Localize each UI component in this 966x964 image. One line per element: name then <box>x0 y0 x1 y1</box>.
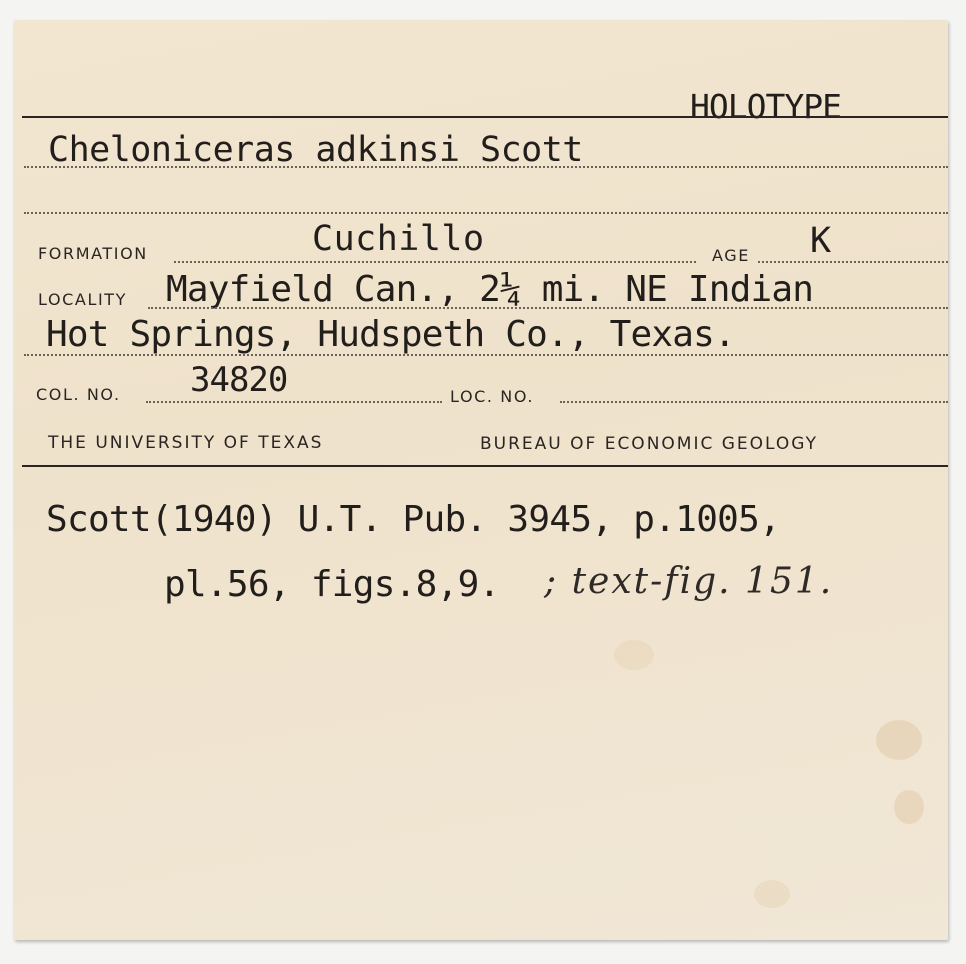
bottom-rule <box>22 465 948 467</box>
formation-dotted-line <box>174 261 696 263</box>
reference-line-2: pl.56, figs.8,9. <box>164 564 500 605</box>
locality-label: LOCALITY <box>38 290 128 309</box>
col-no-dotted-line <box>146 401 442 403</box>
species-name: Cheloniceras adkinsi Scott <box>48 130 583 170</box>
stain-mark <box>754 880 790 908</box>
designation-holotype: HOLOTYPE <box>690 87 841 126</box>
reference-line-1: Scott(1940) U.T. Pub. 3945, p.1005, <box>46 499 781 540</box>
formation-label: FORMATION <box>38 244 148 263</box>
age-value: K <box>810 221 832 261</box>
locality-dotted-line-2 <box>24 354 948 356</box>
age-dotted-line <box>758 261 948 263</box>
species-dotted-line <box>24 166 948 168</box>
locality-dotted-line-1 <box>148 307 948 309</box>
top-rule <box>22 116 948 118</box>
stain-mark <box>876 720 922 760</box>
institution-name: THE UNIVERSITY OF TEXAS <box>48 433 324 453</box>
col-no-value: 34820 <box>190 360 288 400</box>
handwritten-note: ; text-fig. 151. <box>544 561 834 602</box>
formation-value: Cuchillo <box>312 219 485 259</box>
stain-mark <box>894 790 924 824</box>
locality-line-1: Mayfield Can., 2¼ mi. NE Indian <box>166 269 814 310</box>
locality-line-2: Hot Springs, Hudspeth Co., Texas. <box>46 314 735 355</box>
blank-dotted-line <box>24 212 948 214</box>
bureau-name: BUREAU OF ECONOMIC GEOLOGY <box>480 434 818 454</box>
loc-no-dotted-line <box>560 401 948 403</box>
loc-no-label: LOC. NO. <box>450 387 535 406</box>
specimen-label-card <box>14 20 948 940</box>
stain-mark <box>614 640 654 670</box>
age-label: AGE <box>712 246 750 265</box>
col-no-label: COL. NO. <box>36 385 121 404</box>
